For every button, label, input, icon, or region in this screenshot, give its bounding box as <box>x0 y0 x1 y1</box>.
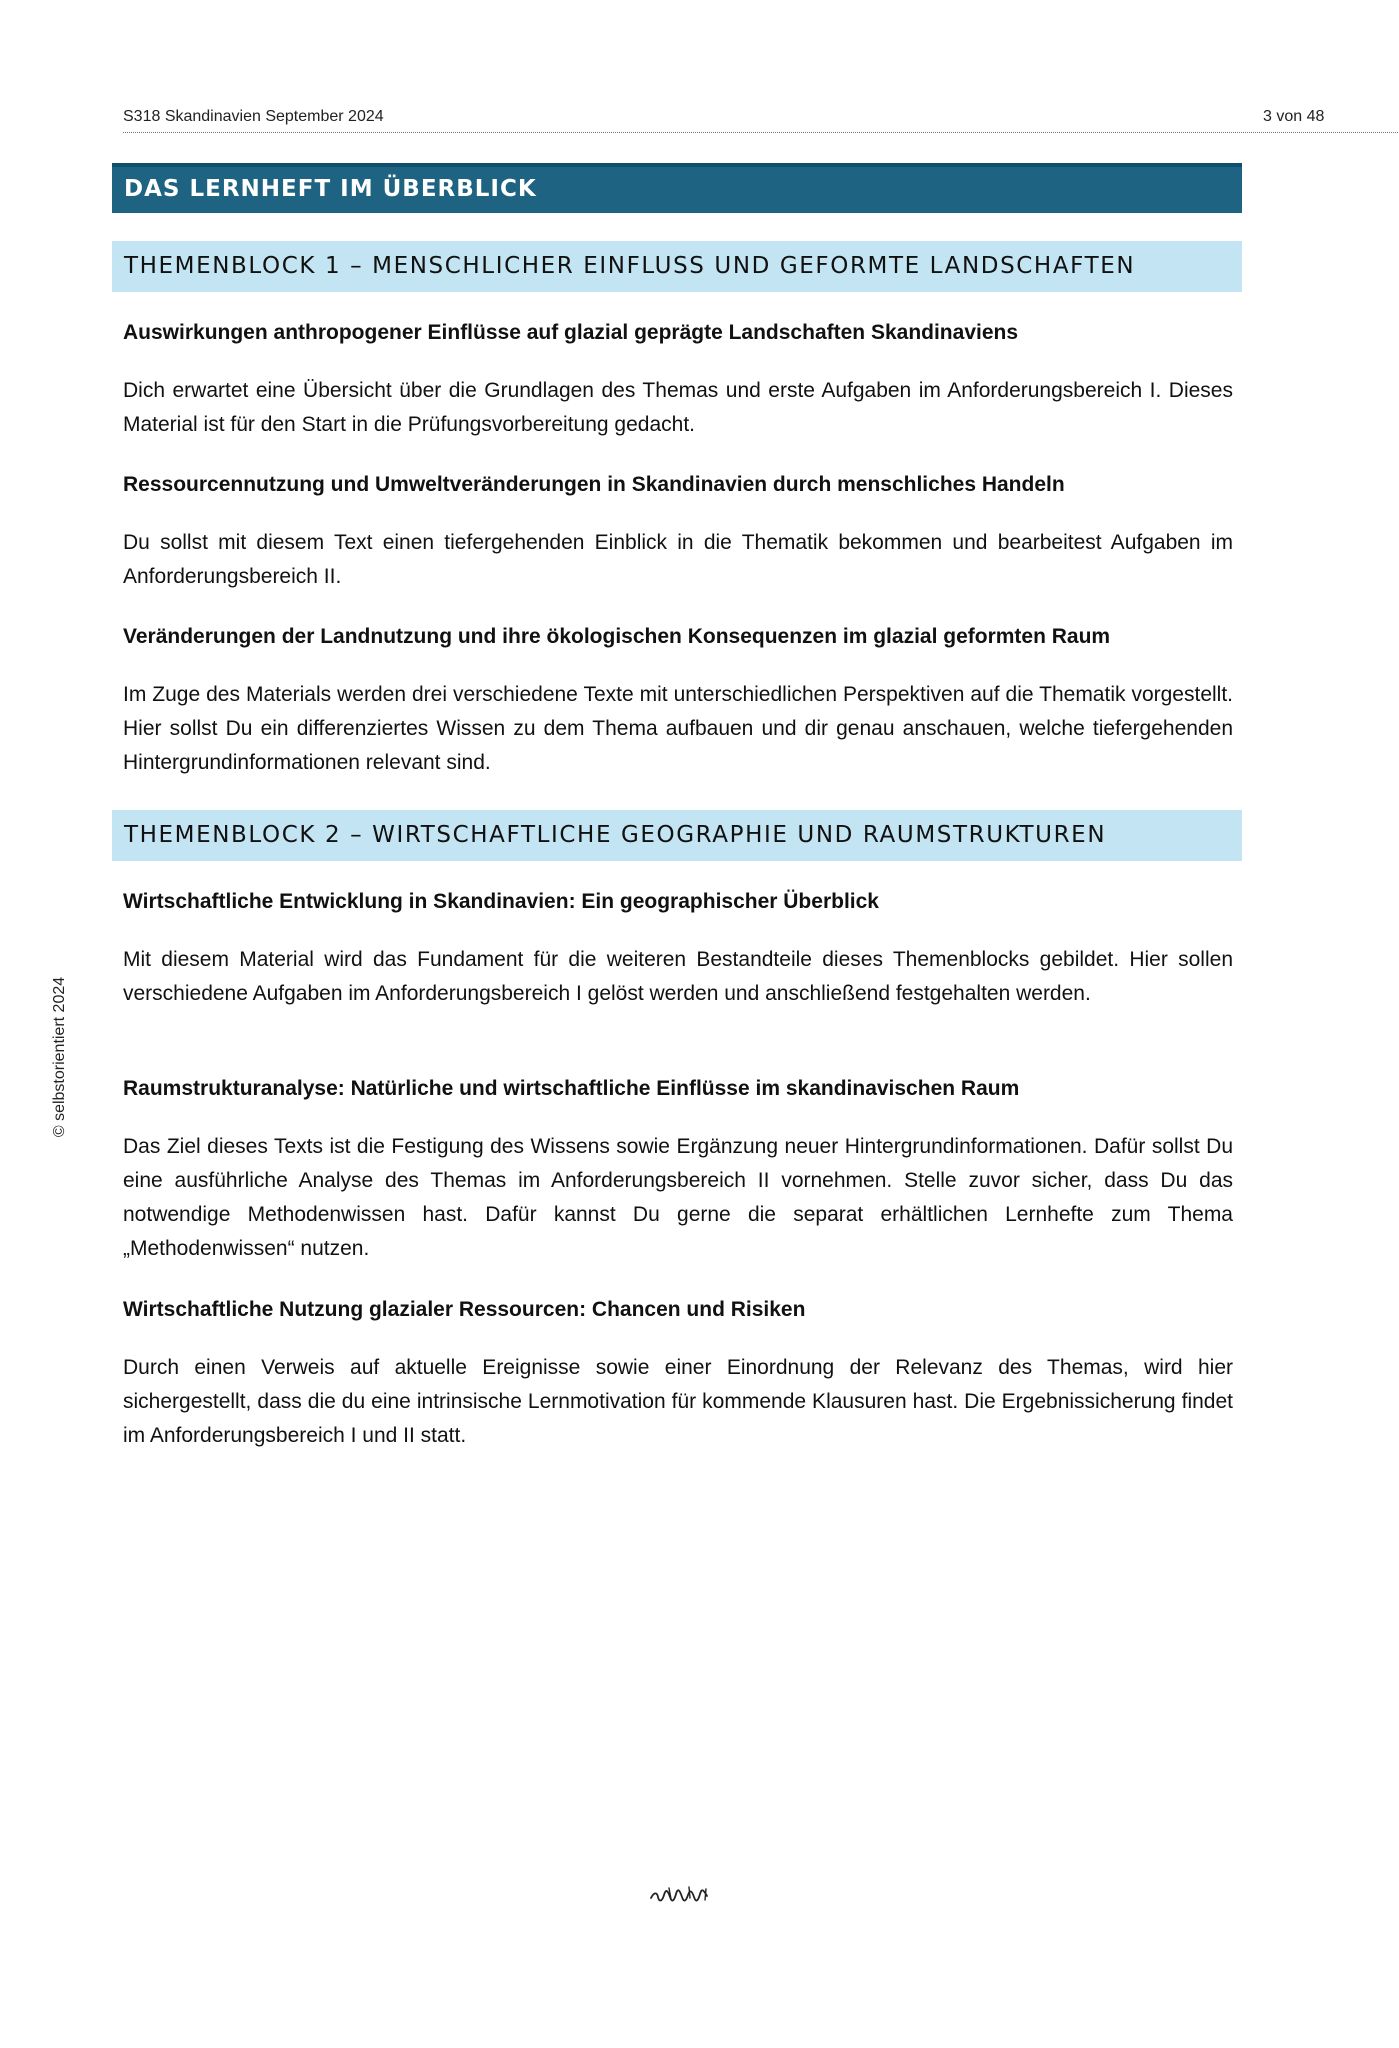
section-heading: Ressourcennutzung und Umweltveränderungen in Skandinavien durch menschliches Handeln <box>123 473 1065 496</box>
page-number: 3 von 48 <box>1263 108 1325 125</box>
section-heading: Veränderungen der Landnutzung und ihre ökologischen Konsequenzen im glazial geformten Raum <box>123 625 1111 648</box>
page-header <box>123 106 1398 133</box>
themenblock-1-title: THEMENBLOCK 1 – MENSCHLICHER EINFLUSS UND GEFORMTE LANDSCHAFTEN <box>112 241 1242 292</box>
section-text: Dich erwartet eine Übersicht über die Grundlagen des Themas und erste Aufgaben im Anforderungsbereich I. Dieses Material ist für den Start in die Prüfungsvorbereitung gedacht. <box>123 379 1233 436</box>
copyright-side-text: © selbstorientiert 2024 <box>51 976 68 1138</box>
brand-logo <box>649 1883 711 1907</box>
section-text: Du sollst mit diesem Text einen tiefergehenden Einblick in die Thematik bekommen und bearbeitest Aufgaben im Anforderungsbereich II. <box>123 531 1233 588</box>
section-heading: Wirtschaftliche Entwicklung in Skandinavien: Ein geographischer Überblick <box>123 890 879 913</box>
document-title: S318 Skandinavien September 2024 <box>123 108 384 125</box>
themenblock-2-title: THEMENBLOCK 2 – WIRTSCHAFTLICHE GEOGRAPHIE UND RAUMSTRUKTUREN <box>112 810 1242 861</box>
section-text: Mit diesem Material wird das Fundament für die weiteren Bestandteile dieses Themenblocks gebildet. Hier sollen verschiedene Aufgaben im Anforderungsbereich I gelöst werden und anschließend festgehalten werden. <box>123 948 1233 1005</box>
section-heading: Wirtschaftliche Nutzung glazialer Ressourcen: Chancen und Risiken <box>123 1298 806 1321</box>
section-text: Durch einen Verweis auf aktuelle Ereignisse sowie einer Einordnung der Relevanz des Themas, wird hier sichergestellt, dass die du eine intrinsische Lernmotivation für kommende Klausuren hast. Die Ergebnissicherung findet im Anforderungsbereich I und II statt. <box>123 1356 1233 1447</box>
section-heading: Raumstrukturanalyse: Natürliche und wirtschaftliche Einflüsse im skandinavischen Raum <box>123 1077 1020 1100</box>
section-heading: Auswirkungen anthropogener Einflüsse auf glazial geprägte Landschaften Skandinaviens <box>123 321 1019 344</box>
section-text: Das Ziel dieses Texts ist die Festigung des Wissens sowie Ergänzung neuer Hintergrundinformationen. Dafür sollst Du eine ausführliche Analyse des Themas im Anforderungsbereich II vornehmen. Stelle zuvor sicher, dass Du das notwendige Methodenwissen hast. Dafür kannst Du gerne die separat erhältlichen Lernhefte zum Thema „Methodenwissen“ nutzen. <box>123 1135 1233 1260</box>
signature-logo-icon <box>649 1883 711 1907</box>
section-text: Im Zuge des Materials werden drei verschiedene Texte mit unterschiedlichen Perspektiven auf die Thematik vorgestellt. Hier sollst Du ein differenziertes Wissen zu dem Thema aufbauen und dir genau anschauen, welche tiefergehenden Hintergrundinformationen relevant sind. <box>123 683 1233 774</box>
main-title: DAS LERNHEFT IM ÜBERBLICK <box>112 163 1242 213</box>
